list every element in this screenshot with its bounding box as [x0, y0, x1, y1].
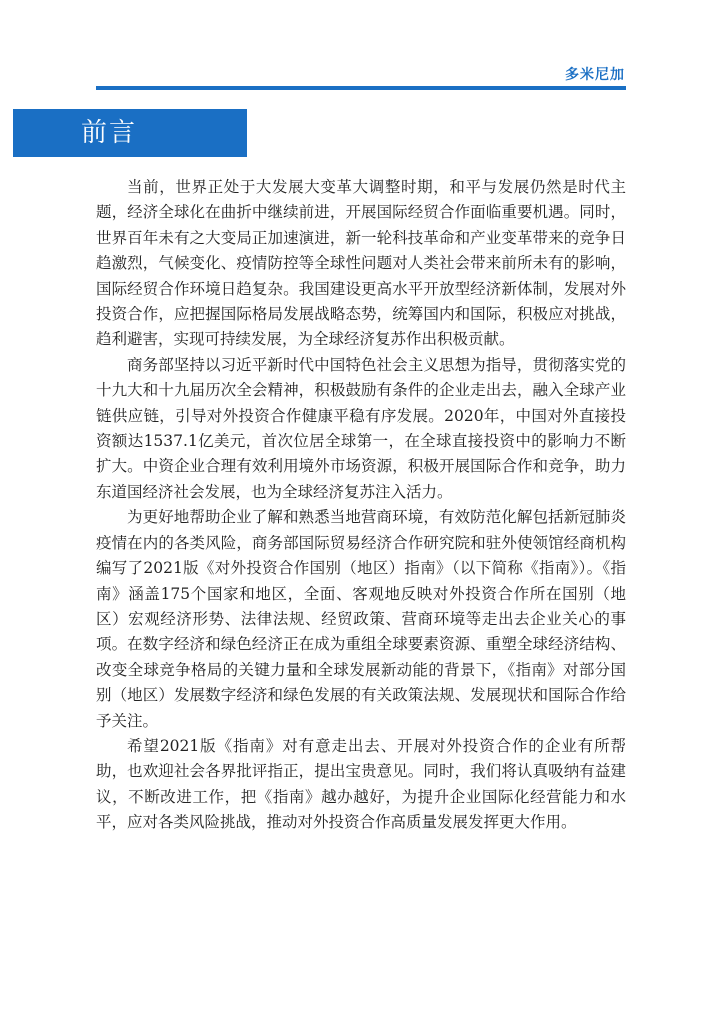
preface-body — [96, 175, 626, 836]
paragraph: 为更好地帮助企业了解和熟悉当地营商环境，有效防范化解包括新冠肺炎疫情在内的各类风险，商务部国际贸易经济合作研究院和驻外使领馆经商机构编写了2021版《对外投资合作国别（地区）指南》（以下简称《指南》）。《指南》涵盖175个国家和地区，全面、客观地反映对外投资合作所在国别（地区）宏观经济形势、法律法规、经贸政策、营商环境等走出去企业关心的事项。在数字经济和绿色经济正在成为重组全球要素资源、重塑全球经济结构、改变全球竞争格局的关键力量和全球发展新动能的背景下，《指南》对部分国别（地区）发展数字经济和绿色发展的有关政策法规、发展现状和国际合作给予关注。 — [96, 508, 626, 730]
running-header-country: 多米尼加 — [565, 67, 625, 83]
section-title: 前言 — [81, 118, 138, 148]
header-divider — [96, 86, 626, 90]
paragraph: 当前，世界正处于大发展大变革大调整时期，和平与发展仍然是时代主题，经济全球化在曲折中继续前进，开展国际经贸合作面临重要机遇。同时，世界百年未有之大变局正加速演进，新一轮科技革命和产业变革带来的竞争日趋激烈，气候变化、疫情防控等全球性问题对人类社会带来前所未有的影响，国际经贸合作环境日趋复杂。我国建设更高水平开放型经济新体制，发展对外投资合作，应把握国际格局发展战略态势，统筹国内和国际，积极应对挑战，趋利避害，实现可持续发展，为全球经济复苏作出积极贡献。 — [96, 178, 626, 349]
paragraph: 商务部坚持以习近平新时代中国特色社会主义思想为指导，贯彻落实党的十九大和十九届历次全会精神，积极鼓励有条件的企业走出去，融入全球产业链供应链，引导对外投资合作健康平稳有序发展。2020年，中国对外直接投资额达1537.1亿美元，首次位居全球第一，在全球直接投资中的影响力不断扩大。中资企业合理有效利用境外市场资源，积极开展国际合作和竞争，助力东道国经济社会发展，也为全球经济复苏注入活力。 — [96, 355, 626, 501]
paragraph: 希望2021版《指南》对有意走出去、开展对外投资合作的企业有所帮助，也欢迎社会各界批评指正，提出宝贵意见。同时，我们将认真吸纳有益建议，不断改进工作，把《指南》越办越好，为提升企业国际化经营能力和水平，应对各类风险挑战，推动对外投资合作高质量发展发挥更大作用。 — [96, 736, 626, 832]
